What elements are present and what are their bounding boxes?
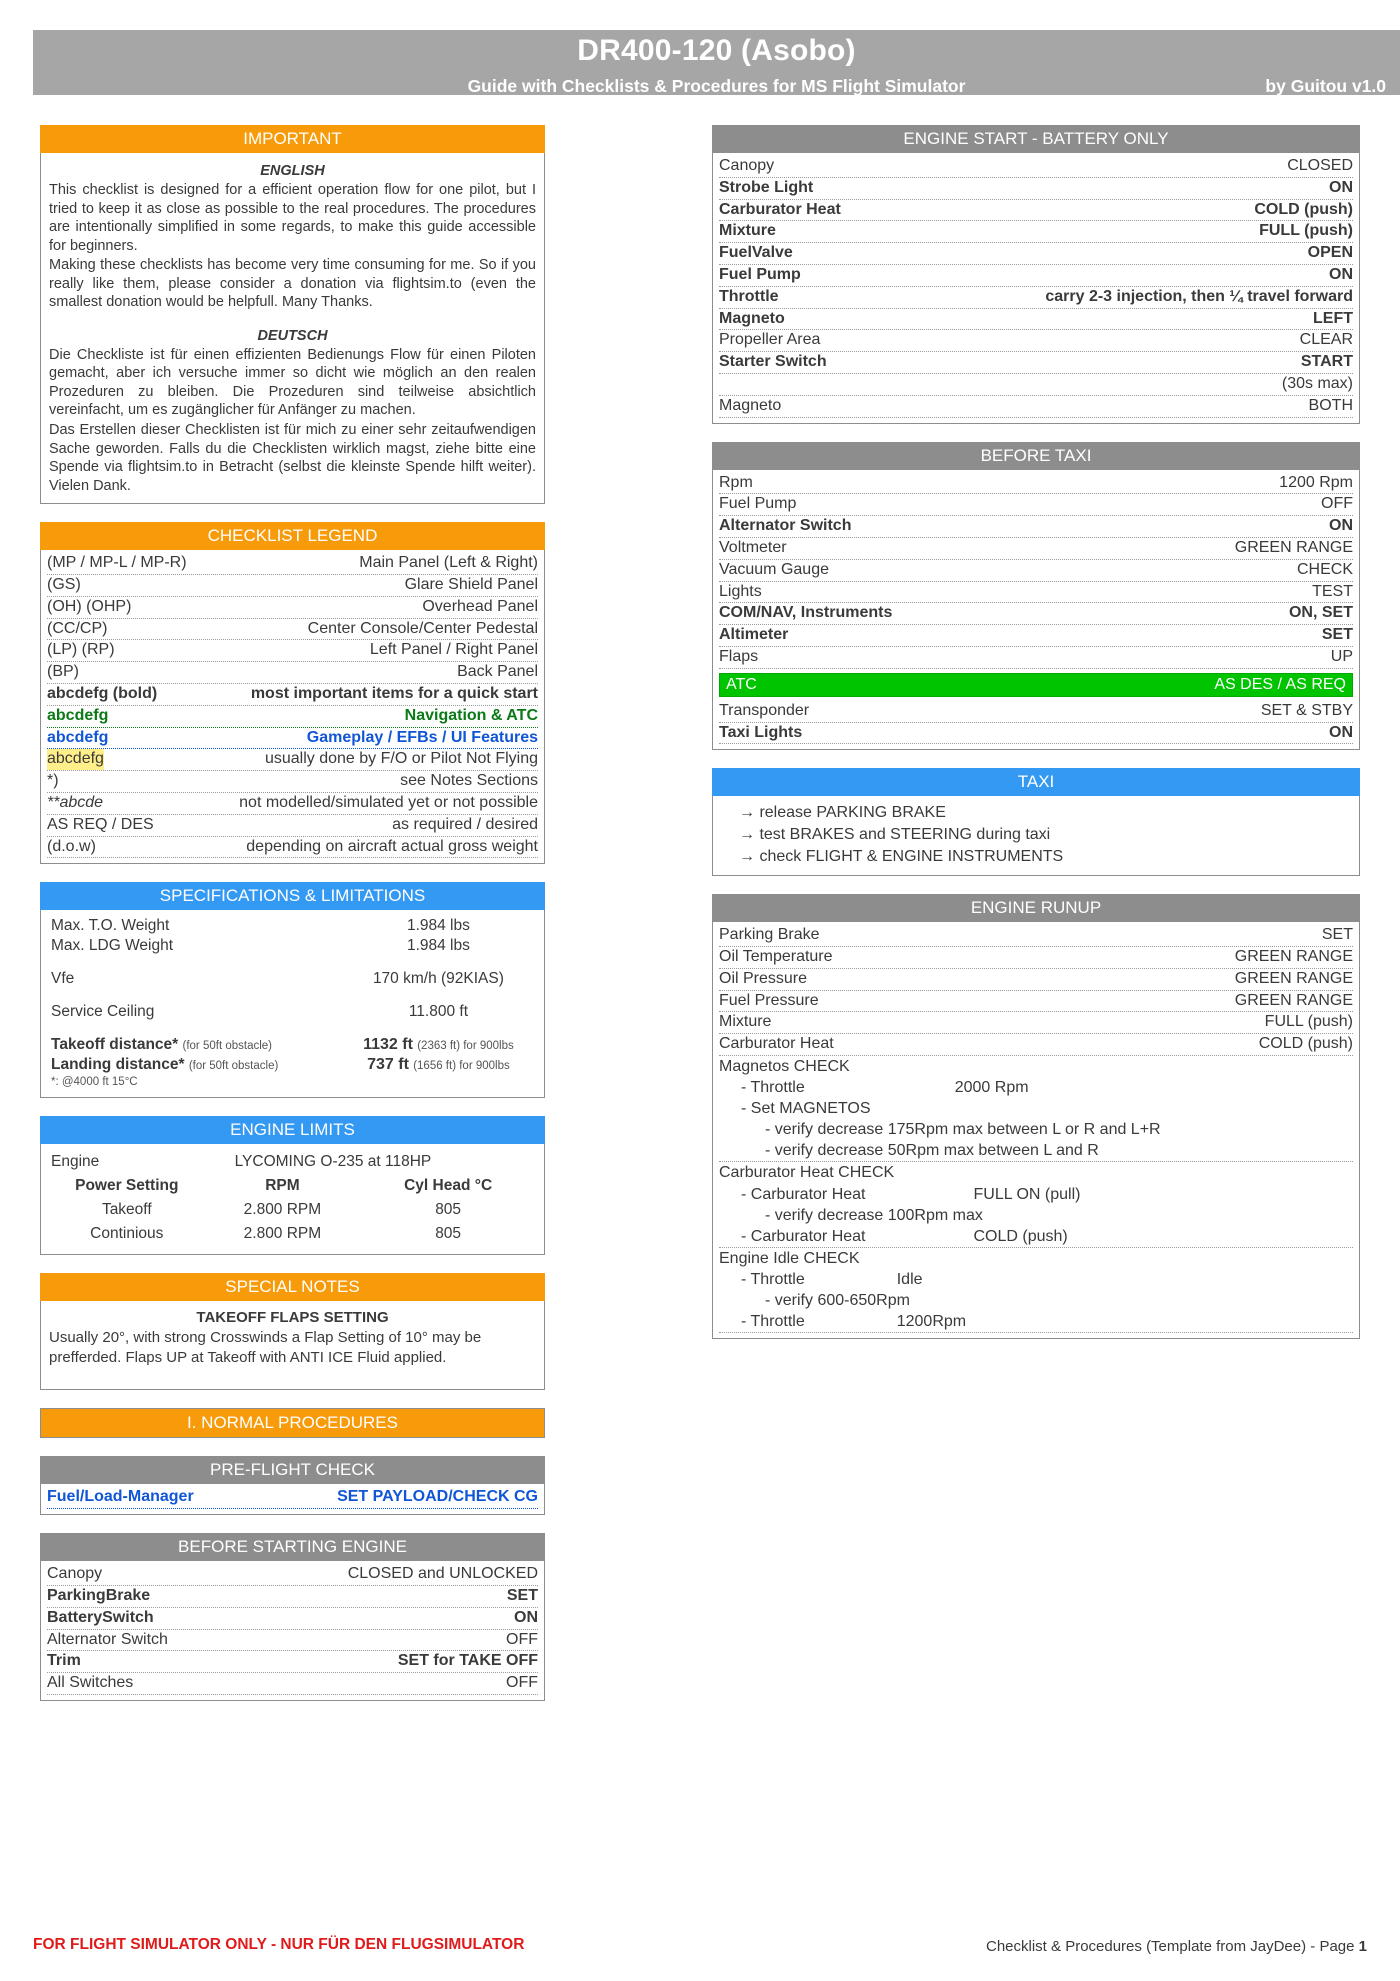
page-title: DR400-120 (Asobo) [577,34,856,67]
power-setting-value: Continious [90,1225,164,1243]
checklist-row [719,221,1353,243]
spec-value: 170 km/h (92KIAS) [372,970,504,988]
checklist-item-value: SET for TAKE OFF [397,1652,538,1670]
checklist-item-value: usually done by F/O or Pilot Not Flying [264,750,538,768]
engine-runup-header: ENGINE RUNUP [712,894,1360,922]
checklist-item-value: GREEN RANGE [1234,538,1353,556]
section-taxi [712,768,1360,876]
checklist-item-label: Alternator Switch [719,517,852,535]
checklist-row [719,309,1353,331]
before-taxi-header: BEFORE TAXI [712,442,1360,470]
checklist-item-value: SET & STBY [1260,701,1353,719]
table-row [49,1055,536,1075]
checklist-item-label: (OH) (OHP) [47,597,132,615]
checklist-item-label: Strobe Light [719,178,814,196]
engine-limits-body [40,1144,545,1255]
spec-label: Max. T.O. Weight [51,917,170,935]
engine-start-row-list [719,156,1353,418]
checklist-item-label: Oil Temperature [719,947,833,965]
checklist-item-value: 1200 Rpm [1279,473,1353,491]
checklist-item-label: Canopy [719,157,775,174]
checklist-item-value: depending on aircraft actual gross weight [246,837,538,855]
checklist-row [47,1586,538,1608]
spacer [49,312,536,324]
engine-start-body [712,153,1360,424]
checklist-item-label: abcdefg [47,728,109,746]
checklist-row [719,560,1353,582]
checklist-row [719,243,1353,265]
checklist-row [47,553,538,575]
carb-heat-cold-value: COLD (push) [973,1227,1068,1245]
checklist-row [719,1034,1353,1056]
checklist-row [719,516,1353,538]
deutsch-paragraph-1: Die Checkliste ist für einen effizienten Bedienungs Flow für einen Piloten gemacht, aber ich versuche immer so dicht wie möglich an den realen Prozeduren zu bleiben. Die Prozeduren sind teilweise absichtlich vereinfacht, um es zugänglicher für Anfänger zu machen. [49,346,536,419]
checklist-item-label: Flaps [719,647,759,665]
checklist-item-value: OPEN [1307,244,1353,262]
engine-idle-check-title: Engine Idle CHECK [719,1249,860,1267]
table-row [49,1002,536,1022]
checklist-item-label: Parking Brake [719,926,820,944]
checklist-item-value: OFF [506,1674,538,1692]
checklist-item-label: All Switches [47,1674,134,1692]
atc-value: AS DES / AS REQ [1214,675,1346,693]
checklist-row [47,793,538,815]
checklist-item-value: OFF [1321,495,1353,513]
landing-distance-label: Landing distance* (for 50ft obstacle) [51,1056,279,1074]
magnetos-set-row: - Set MAGNETOS [741,1100,871,1118]
table-row [49,1222,536,1246]
checklist-row [719,969,1353,991]
special-notes-title: TAKEOFF FLAPS SETTING [196,1309,389,1327]
before-start-row-list [47,1564,538,1695]
checklist-row [47,1487,538,1509]
checklist-item-value: GREEN RANGE [1234,947,1353,965]
section-important [40,125,545,504]
checklist-row [719,200,1353,222]
checklist-item-value: ON [1329,265,1353,283]
section-engine-runup [712,894,1360,1339]
checklist-item-value: SET [1321,626,1353,644]
engine-value: LYCOMING O-235 at 118HP [234,1153,432,1171]
checklist-row [47,1673,538,1695]
spacer [805,1269,897,1290]
checklist-item-label: abcdefg (bold) [47,684,158,702]
checklist-item-label: Voltmeter [719,538,787,556]
checklist-item-value: CLOSED and UNLOCKED [347,1565,538,1583]
legend-header: CHECKLIST LEGEND [40,522,545,550]
preflight-body [40,1484,545,1515]
taxi-header: TAXI [712,768,1360,796]
before-taxi-row-list-top [719,473,1353,669]
spacer-row [49,989,536,1002]
checklist-row [719,287,1353,309]
banner-author: by Guitou v1.0 [1265,76,1386,96]
right-column [712,125,1360,1357]
checklist-row [719,723,1353,745]
section-before-starting-engine [40,1533,545,1701]
checklist-row [719,156,1353,178]
checklist-row [719,374,1353,396]
cyl-head-value: 805 [435,1225,462,1243]
checklist-row [47,1608,538,1630]
checklist-item-label: Vacuum Gauge [719,560,829,578]
checklist-item-value: (30s max) [1281,374,1353,392]
checklist-item-label: abcdefg [47,749,104,770]
magnetos-verify-1: - verify decrease 175Rpm max between L or R and L+R [765,1121,1161,1139]
checklist-item-value: Navigation & ATC [404,706,538,724]
special-notes-header: SPECIAL NOTES [40,1273,545,1301]
checklist-item-value: as required / desired [392,815,538,833]
rpm-value: 2.800 RPM [243,1201,322,1219]
checklist-row [47,837,538,859]
checklist-row [719,473,1353,495]
checklist-item-value: COLD (push) [1254,200,1353,218]
checklist-item-label: Fuel Pressure [719,991,819,1009]
checklist-item-value: Main Panel (Left & Right) [359,554,538,572]
checklist-item-value: Center Console/Center Pedestal [307,619,538,637]
legend-row-list [47,553,538,858]
before-taxi-body [712,470,1360,751]
page-number: 1 [1358,1938,1367,1955]
checklist-item-label: **abcde [47,793,104,811]
section-before-taxi [712,442,1360,751]
checklist-item-value: see Notes Sections [400,772,538,790]
table-header-row [49,1174,536,1198]
section-engine-limits [40,1116,545,1255]
spacer-row [49,1022,536,1035]
checklist-item-value: CLEAR [1299,331,1353,349]
checklist-item-label: (LP) (RP) [47,641,115,659]
checklist-row [719,603,1353,625]
checklist-row [47,771,538,793]
english-paragraph-1: This checklist is designed for a efficient operation flow for one pilot, but I tried to keep it as close as possible to the real procedures. The procedures are intentionally simplified in some regards, to make this guide accessible for beginners. [49,182,536,254]
checklist-item-value: SET [506,1586,538,1604]
checklist-item-label: Mixture [719,222,776,240]
checklist-item-label: (BP) [47,663,79,681]
checklist-item-value: CLOSED [1287,157,1353,174]
footer-page-info [986,1938,1367,1955]
checklist-item-value: FULL (push) [1264,1013,1353,1031]
checklist-item-value: ON [1329,517,1353,535]
checklist-item-value: START [1300,353,1353,371]
checklist-row [47,815,538,837]
engine-runup-body [712,922,1360,1339]
spacer [866,1226,974,1247]
checklist-item-label: Trim [47,1652,81,1670]
normal-procedures-header: I. NORMAL PROCEDURES [40,1408,545,1438]
checklist-item-label: Propeller Area [719,331,821,349]
magnetos-throttle-label: - Throttle [741,1079,805,1096]
checklist-item-label: Carburator Heat [719,1035,834,1053]
taxi-step: → release PARKING BRAKE [739,804,946,822]
takeoff-distance-value: 1132 ft (2363 ft) for 900lbs [363,1036,514,1054]
checklist-row [719,647,1353,669]
checklist-item-label: Altimeter [719,626,789,644]
checklist-item-value: ON [1329,723,1353,741]
specs-table [49,916,536,1089]
checklist-row [47,1564,538,1586]
checklist-item-value: Left Panel / Right Panel [369,641,538,659]
before-start-header: BEFORE STARTING ENGINE [40,1533,545,1561]
spacer-row [49,956,536,969]
checklist-item-label: AS REQ / DES [47,815,154,833]
checklist-item-value: LEFT [1313,309,1353,327]
checklist-item-label: Mixture [719,1013,772,1031]
engine-runup-row-list [719,925,1353,1056]
checklist-row [719,947,1353,969]
checklist-item-value: FULL (push) [1259,222,1353,240]
spacer [805,1077,955,1098]
col-rpm: RPM [265,1177,300,1195]
table-row [49,1198,536,1222]
checklist-item-label: ParkingBrake [47,1586,151,1604]
checklist-item-label: Fuel Pump [719,495,797,513]
atc-fill [757,676,1215,694]
important-body [40,153,545,504]
spacer [805,1311,897,1332]
col-cyl-head: Cyl Head °C [404,1177,493,1195]
section-preflight-check [40,1456,545,1515]
engine-limits-header: ENGINE LIMITS [40,1116,545,1144]
checklist-row [47,640,538,662]
before-start-body [40,1561,545,1701]
carb-heat-cold-label: - Carburator Heat [741,1227,866,1245]
taxi-step: → check FLIGHT & ENGINE INSTRUMENTS [739,847,1064,865]
deutsch-paragraph-2: Das Erstellen dieser Checklisten ist für mich zu einer sehr zeitaufwendigen Sache geworden. Falls du die Checklisten wirklich magst, ziehe bitte eine Spende via flightsim.to in Betracht (selbst die kleinste Spende hilft weiter). Vielen Dank. [49,422,536,494]
engine-start-header: ENGINE START - BATTERY ONLY [712,125,1360,153]
checklist-row [719,925,1353,947]
cyl-head-value: 805 [435,1201,462,1219]
checklist-row [719,625,1353,647]
checklist-item-value: Gameplay / EFBs / UI Features [306,728,538,746]
checklist-item-label: (CC/CP) [47,619,108,637]
checklist-item-label: Canopy [47,1565,103,1583]
checklist-item-label: Throttle [719,287,779,305]
idle-throttle2-value: 1200Rpm [896,1313,967,1331]
spacer [866,1184,974,1205]
specs-body [40,910,545,1098]
checklist-item-label: Magneto [719,309,785,327]
deutsch-label: DEUTSCH [257,327,328,344]
magnetos-throttle-value: 2000 Rpm [954,1079,1029,1096]
important-header: IMPORTANT [40,125,545,153]
spec-label: Service Ceiling [51,1003,155,1021]
checklist-item-label: Transponder [719,701,810,719]
checklist-row [47,597,538,619]
table-row [49,936,536,956]
checklist-row [719,701,1353,723]
spec-label: Max. LDG Weight [51,937,174,955]
checklist-item-value: not modelled/simulated yet or not possible [239,793,538,811]
checklist-row [47,619,538,641]
rpm-value: 2.800 RPM [243,1225,322,1243]
checklist-item-value: COLD (push) [1258,1035,1353,1053]
preflight-header: PRE-FLIGHT CHECK [40,1456,545,1484]
engine-label: Engine [51,1153,100,1171]
spec-label: Vfe [51,970,75,988]
idle-throttle2-row [719,1311,1353,1333]
carb-heat-cold-row [719,1226,1353,1248]
spec-value: 1.984 lbs [406,917,470,935]
footer-disclaimer: FOR FLIGHT SIMULATOR ONLY - NUR FÜR DEN FLUGSIMULATOR [33,1936,525,1953]
checklist-item-label: (MP / MP-L / MP-R) [47,554,187,572]
checklist-item-value: BOTH [1308,396,1353,414]
checklist-item-label: Lights [719,582,762,600]
checklist-row [719,582,1353,604]
checklist-row [719,330,1353,352]
section-engine-start [712,125,1360,424]
english-label: ENGLISH [260,163,325,179]
english-paragraph-2: Making these checklists has become very time consuming for me. So if you really like them, please consider a donation via flightsim.to (even the smallest donation would be helpfull. Many Thanks. [49,257,536,311]
idle-throttle-label: - Throttle [741,1270,805,1288]
preflight-row-list [47,1487,538,1509]
taxi-body [712,796,1360,876]
checklist-item-label: Starter Switch [719,353,827,371]
checklist-row [47,728,538,750]
checklist-row [719,494,1353,516]
checklist-item-value: OFF [506,1630,538,1648]
table-row [49,1150,536,1174]
checklist-row [47,662,538,684]
specs-header: SPECIFICATIONS & LIMITATIONS [40,882,545,910]
landing-distance-value: 737 ft (1656 ft) for 900lbs [367,1056,510,1074]
checklist-item-label: Rpm [719,473,753,491]
taxi-step: → test BRAKES and STEERING during taxi [739,825,1051,843]
checklist-item-label: COM/NAV, Instruments [719,604,893,622]
carb-heat-on-row [719,1184,1353,1205]
checklist-item-value: ON [1329,178,1353,196]
section-normal-procedures [40,1408,545,1438]
footer-template-text: Checklist & Procedures (Template from JayDee) - Page [986,1938,1359,1955]
checklist-item-label: Alternator Switch [47,1630,168,1648]
checklist-item-label: abcdefg [47,706,109,724]
checklist-item-value: SET [1321,926,1353,944]
special-notes-body [40,1301,545,1390]
checklist-row [719,352,1353,374]
checklist-item-label: Taxi Lights [719,723,803,741]
checklist-row [47,684,538,706]
table-row [49,1075,536,1089]
table-row [49,969,536,989]
checklist-item-label: *) [47,772,59,790]
checklist-row [719,1012,1353,1034]
checklist-item-value: GREEN RANGE [1234,969,1353,987]
checklist-row [719,396,1353,418]
section-specifications [40,882,545,1098]
table-row [49,1035,536,1055]
checklist-item-value: TEST [1312,582,1353,600]
carb-heat-verify: - verify decrease 100Rpm max [765,1206,983,1224]
carb-heat-on-value: FULL ON (pull) [973,1185,1081,1203]
legend-body [40,550,545,864]
checklist-item-value: ON, SET [1288,604,1353,622]
checklist-item-label: Magneto [719,396,782,414]
checklist-item-label: Carburator Heat [719,200,841,218]
checklist-row [719,991,1353,1013]
checklist-item-label: Fuel/Load-Manager [47,1488,194,1506]
checklist-item-value: CHECK [1296,560,1353,578]
idle-throttle2-label: - Throttle [741,1313,805,1331]
idle-throttle-row [719,1269,1353,1290]
checklist-item-value: carry 2-3 injection, then ¼ travel forward [1045,287,1353,305]
checklist-item-label: (d.o.w) [47,837,96,855]
atc-row [719,673,1353,697]
checklist-item-label: FuelValve [719,244,793,262]
checklist-item-label: Fuel Pump [719,265,801,283]
checklist-item-label: BatterySwitch [47,1608,154,1626]
checklist-item-label: Oil Pressure [719,969,808,987]
engine-limits-table [49,1150,536,1246]
table-row [49,916,536,936]
atc-label: ATC [726,675,757,693]
checklist-row [47,706,538,728]
col-power-setting: Power Setting [75,1177,179,1195]
power-setting-value: Takeoff [101,1201,152,1219]
special-notes-text: Usually 20°, with strong Crosswinds a Flap Setting of 10° may be prefferded. Flaps UP at Takeoff with ANTI ICE Fluid applied. [49,1329,482,1366]
spec-value: 1.984 lbs [406,937,470,955]
specs-footnote: *: @4000 ft 15°C [51,1076,138,1089]
idle-verify: - verify 600-650Rpm [765,1292,910,1310]
checklist-row [47,749,538,771]
checklist-row [47,1651,538,1673]
spec-value: 11.800 ft [408,1003,469,1021]
checklist-item-value: GREEN RANGE [1234,991,1353,1009]
checklist-item-value: UP [1330,647,1353,665]
checklist-item-value: Back Panel [457,663,538,681]
section-checklist-legend [40,522,545,864]
checklist-item-value: ON [514,1608,538,1626]
checklist-row [719,538,1353,560]
checklist-item-label: (GS) [47,576,81,593]
left-column [40,125,545,1719]
checklist-row [47,1630,538,1652]
before-taxi-row-list-bottom [719,701,1353,745]
section-special-notes [40,1273,545,1390]
carb-heat-on-label: - Carburator Heat [741,1185,866,1203]
magnetos-check-title: Magnetos CHECK [719,1057,850,1075]
checklist-item-value: Glare Shield Panel [404,576,538,593]
banner-subtitle-row [33,76,1400,97]
checklist-row [47,575,538,597]
idle-throttle-value: Idle [896,1270,923,1288]
magnetos-verify-2: - verify decrease 50Rpm max between L and R [719,1140,1353,1162]
checklist-item-value: SET PAYLOAD/CHECK CG [337,1488,538,1506]
title-banner [33,30,1400,95]
checklist-item-value: most important items for a quick start [250,684,538,702]
magnetos-throttle-row [719,1077,1353,1098]
banner-subtitle: Guide with Checklists & Procedures for MS Flight Simulator [467,76,966,96]
checklist-row [719,265,1353,287]
checklist-row [719,178,1353,200]
takeoff-distance-label: Takeoff distance* (for 50ft obstacle) [51,1036,272,1054]
checklist-item-value: Overhead Panel [422,597,538,615]
carb-heat-check-title: Carburator Heat CHECK [719,1164,895,1182]
